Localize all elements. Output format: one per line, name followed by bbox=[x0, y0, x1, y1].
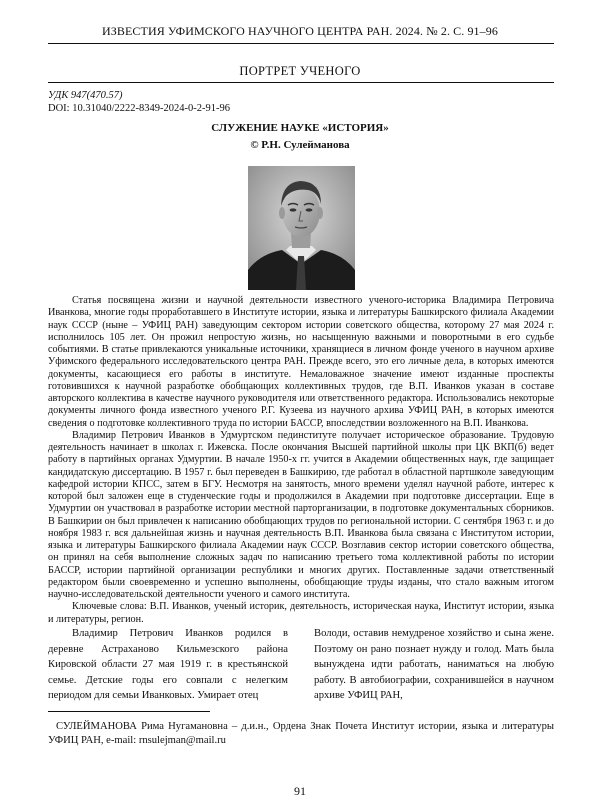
abstract bbox=[48, 295, 554, 626]
body-column-left bbox=[48, 626, 288, 704]
page-number: 91 bbox=[294, 784, 306, 798]
keywords: Ключевые слова: В.П. Иванков, ученый историк, деятельность, историческая наука, Институт истории, языка и литературы, регион. bbox=[48, 601, 554, 625]
abstract-paragraph-1: Статья посвящена жизни и научной деятельности известного ученого-историка Владимира Петровича Иванкова, многие годы проработавшего в Институте истории, языка и литературы Башкирского филиала Академии наук СССР (ныне – УФИЦ РАН) заведующим сектором истории советского общества, которому 27 мая 2024 г. исполнилось 105 лет. Он прожил непростую жизнь, но насыщенную важными и поворотными в его судьбе событиями. В статье привлекаются уникальные источники, хранящиеся в личном фонде ученого в научном архиве Уфимского федерального исследовательского центра РАН. Прежде всего, это его личные дела, в которых имеются документы, касающиеся его работы в институте. Немаловажное значение имеют изданные проспекты готовившихся к научной разработке обобщающих коллективных трудов, где В.П. Иванков указан в составе авторского коллектива в качестве научного руководителя или ответственного редактора. Использовались некоторые документы личного фонда известного ученого Р.Г. Кузеева из научного архива УФИЦ РАН, в которых имеются сведения о подготовке коллективного труда по истории БАССР, впоследствии возложенного на В.П. Иванкова. bbox=[48, 295, 554, 429]
header-rule-bottom bbox=[48, 82, 554, 83]
author-footnote bbox=[48, 720, 554, 748]
article-author: © Р.Н. Сулейманова bbox=[250, 139, 350, 151]
doi: DOI: 10.31040/2222-8349-2024-0-2-91-96 bbox=[48, 103, 230, 114]
section-title: ПОРТРЕТ УЧЕНОГО bbox=[239, 64, 361, 78]
abstract-paragraph-2: Владимир Петрович Иванков в Удмуртском пединституте получает историческое образование. Трудовую деятельность начинает в школах г. Ижевска. После окончания Высшей партийной школы при ЦК ВКП(б) ведет работу в партийных органах Удмуртии. В начале 1950-х гг. учится в Академии общественных наук, где защищает кандидатскую диссертацию. В 1957 г. был переведен в Башкирию, где работал в областной партшколе заведующим кафедрой истории КПСС, затем в БГУ. Несмотря на занятость, много времени уделял научной работе, интерес к которой был заложен еще в студенческие годы и продолжился в Академии при подготовке диссертации. Еще в Удмуртии он участвовал в разработке истории местной парторганизации, в подготовке документальных сборников. В Башкирии он был привлечен к написанию обобщающих трудов по региональной истории. С сентября 1963 г. и до ноября 1983 г. вся дальнейшая жизнь и научная деятельность В.П. Иванкова была связана с Институтом истории, языка и литературы Башкирского филиала Академии наук СССР. Возглавив сектор истории советского общества, он принял на себя выполнение сложных задач по написанию третьего тома коллективной работы по истории БАССР, истории партийной организации республики и многих других. Поставленные задачи ответственный редактором были своевременно и успешно выполнены, обобщающие труды изданы, что стало важным итогом научно-исследовательской деятельности ученого и самого института. bbox=[48, 429, 554, 600]
body-paragraph-left: Владимир Петрович Иванков родился в деревне Астраханово Кильмезского района Кировской области 27 мая 1919 г. в крестьянской семье. Детские годы его совпали с нелегким периодом для семьи Иванковых. Умирает отец bbox=[48, 628, 288, 702]
body-column-right bbox=[314, 626, 554, 704]
udk-code: УДК 947(470.57) bbox=[48, 90, 123, 101]
footnote-rule bbox=[48, 711, 210, 712]
footnote-text: СУЛЕЙМАНОВА Рима Нугамановна – д.и.н., Ордена Знак Почета Институт истории, языка и литературы УФИЦ РАН, e-mail: rnsulejman@mail.ru bbox=[48, 721, 554, 746]
header-rule-top bbox=[48, 43, 554, 44]
body-paragraph-right: Володи, оставив немудреное хозяйство и сына жене. Поэтому он рано познает нужду и голод. Мать была вынуждена идти работать, наниматься на любую работу. В автобиографии, сохранившейся в научном архиве УФИЦ РАН, bbox=[314, 628, 554, 702]
article-title: СЛУЖЕНИЕ НАУКЕ «ИСТОРИЯ» bbox=[211, 122, 389, 134]
portrait-photo bbox=[248, 166, 355, 290]
journal-header: ИЗВЕСТИЯ УФИМСКОГО НАУЧНОГО ЦЕНТРА РАН. 2024. № 2. С. 91–96 bbox=[102, 24, 498, 38]
